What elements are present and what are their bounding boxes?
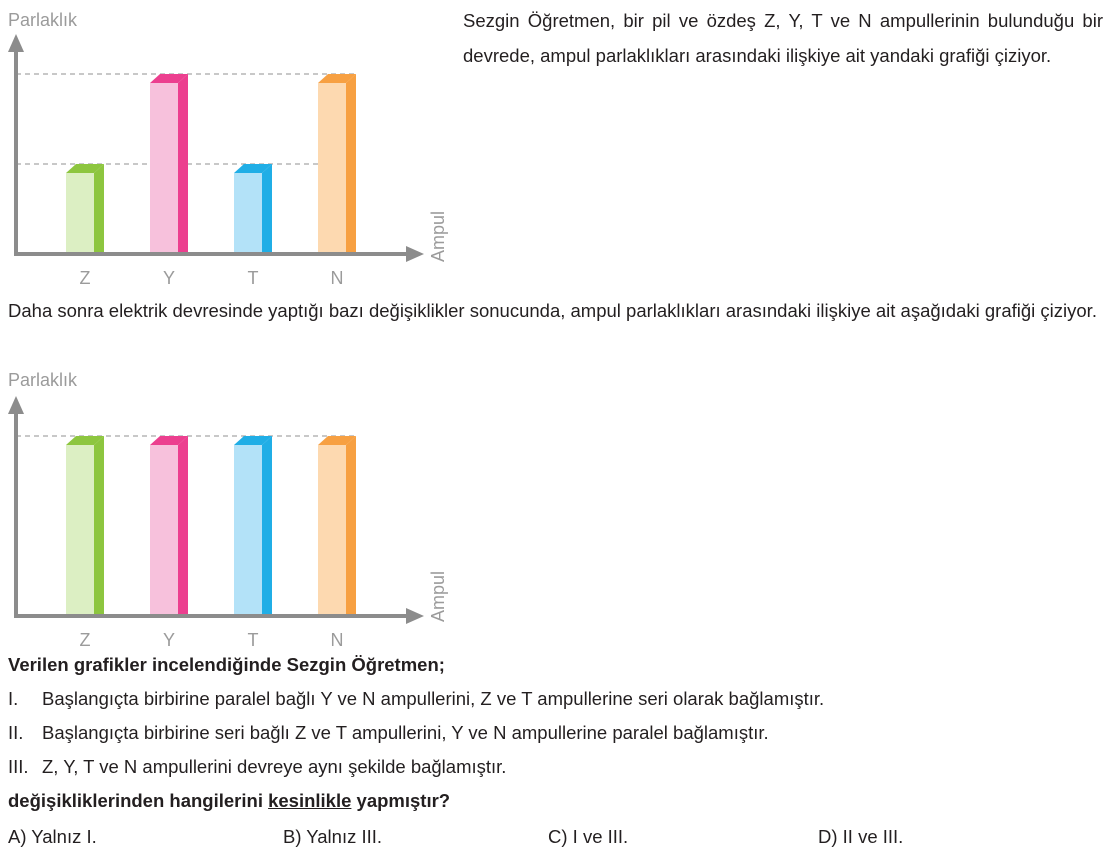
bar-z — [66, 164, 104, 254]
bar-n — [318, 74, 356, 254]
y-axis-arrow-icon — [8, 34, 24, 52]
option-d[interactable]: D) II ve III. — [818, 826, 904, 847]
option-c[interactable]: C) I ve III. — [548, 826, 629, 847]
tick-label-n: N — [330, 268, 344, 288]
tick-label-y: Y — [162, 630, 176, 650]
x-axis-arrow-icon — [406, 246, 424, 262]
question-emphasis: kesinlikle — [268, 790, 352, 811]
option-b[interactable]: B) Yalnız III. — [283, 826, 383, 847]
statement-text: Başlangıçta birbirine seri bağlı Z ve T ampullerini, Y ve N ampullerine paralel bağlamıştır. — [42, 722, 769, 743]
x-axis-label: Ampul — [428, 570, 448, 622]
question-ask — [8, 790, 450, 812]
question-ask-after: yapmıştır? — [351, 790, 451, 811]
statement-text: Z, Y, T ve N ampullerini devreye aynı şekilde bağlamıştır. — [42, 756, 507, 777]
bar-y — [150, 74, 188, 254]
statement-3 — [8, 756, 506, 778]
bar-t — [234, 436, 272, 616]
middle-text: Daha sonra elektrik devresinde yaptığı bazı değişiklikler sonucunda, ampul parlaklıkları arasındaki ilişkiye ait aşağıdaki grafiği çiziyor. — [8, 300, 1097, 321]
bar-t — [234, 164, 272, 254]
y-axis-label: Parlaklık — [8, 370, 78, 390]
intro-text: Sezgin Öğretmen, bir pil ve özdeş Z, Y, T ve N ampullerinin bulunduğu bir devrede, ampul parlaklıkları arasındaki ilişkiye ait yandaki grafiği çiziyor. — [463, 10, 1103, 66]
tick-label-z: Z — [79, 630, 91, 650]
statement-1 — [8, 688, 824, 710]
statement-number: III. — [8, 756, 29, 777]
question-lead: Verilen grafikler incelendiğinde Sezgin Öğretmen; — [8, 654, 445, 675]
statement-number: II. — [8, 722, 24, 743]
tick-label-n: N — [330, 630, 344, 650]
statement-text: Başlangıçta birbirine paralel bağlı Y ve N ampullerini, Z ve T ampullerine seri olarak bağlamıştır. — [42, 688, 825, 709]
y-axis-label: Parlaklık — [8, 10, 78, 30]
tick-label-t: T — [247, 630, 259, 650]
y-axis-arrow-icon — [8, 396, 24, 414]
question-ask-before: değişikliklerinden hangilerini — [8, 790, 269, 811]
x-axis-label: Ampul — [428, 210, 448, 262]
option-a[interactable]: A) Yalnız I. — [8, 826, 97, 847]
statement-2 — [8, 722, 769, 744]
chart-changed-brightness — [0, 362, 460, 652]
x-axis-arrow-icon — [406, 608, 424, 624]
bar-z — [66, 436, 104, 616]
tick-label-z: Z — [79, 268, 91, 288]
tick-label-y: Y — [162, 268, 176, 288]
bar-y — [150, 436, 188, 616]
chart-initial-brightness — [0, 0, 460, 290]
tick-label-t: T — [247, 268, 259, 288]
statement-number: I. — [8, 688, 19, 709]
bar-n — [318, 436, 356, 616]
